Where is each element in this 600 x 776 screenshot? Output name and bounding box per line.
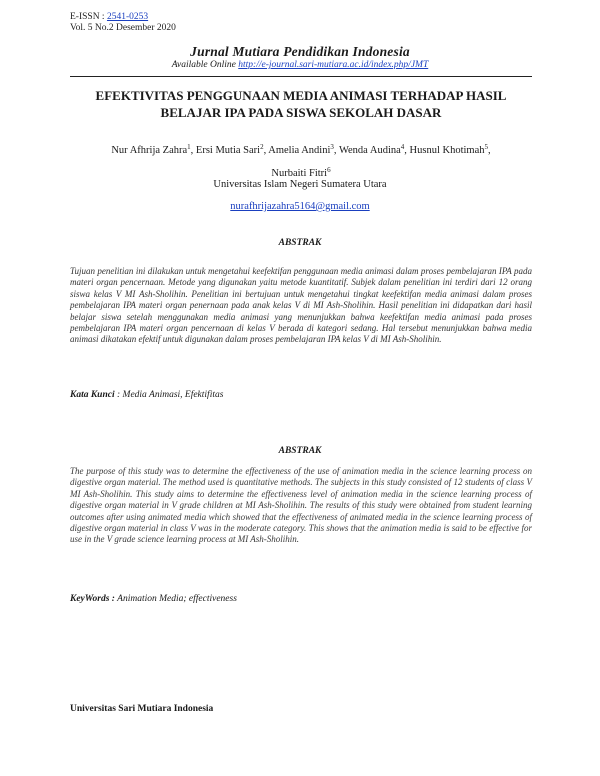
abstract-text-en: The purpose of this study was to determine the effectiveness of the use of animation media in the science learning process on digestive organ material. The method used is quantitative methods. The subjects in this study consisted of 12 students of class V MI Ash-Sholihin. This study aims to determine the effectiveness level of animation media in the science learning process of digestive organ material in V grade children at MI Ash-Sholihin. The results of this study were obtained from student learning outcomes after using animated media which showed that the effectiveness of animated media in the science learning process of digestive organ material in class V was in the moderate category. This shows that the animation media is said to be effective for use in the V grade science learning process at MI Ash-Sholihin. xyxy=(70,466,532,545)
email-link[interactable]: nurafhrijazahra5164@gmail.com xyxy=(230,201,370,212)
author: Husnul Khotimah$^5$ xyxy=(409,143,489,156)
author: Nur Afhrija Zahra$^1$ xyxy=(111,143,191,156)
title-line-1: EFEKTIVITAS PENGGUNAAN MEDIA ANIMASI TERHADAP HASIL xyxy=(95,88,507,103)
abstract-heading-en: ABSTRAK xyxy=(278,446,322,456)
keywords-value: : Media Animasi, Efektifitas xyxy=(114,390,224,400)
journal-name: Jurnal Mutiara Pendidikan Indonesia xyxy=(190,44,410,59)
volume-line: Vol. 5 No.2 Desember 2020 xyxy=(70,23,176,33)
issn-label: E-ISSN : xyxy=(70,12,107,22)
available-label: Available Online xyxy=(171,60,239,70)
keywords-id xyxy=(70,390,223,400)
keywords-en xyxy=(70,594,237,604)
journal-url-link[interactable]: http://e-journal.sari-mutiara.ac.id/index.php/JMT xyxy=(238,60,429,70)
abstract-text-id: Tujuan penelitian ini dilakukan untuk mengetahui keefektifan penggunaan media animasi dalam proses pembelajaran IPA pada materi organ pencernaan. Metode yang digunakan yaitu metode kuantitatif. Subjek dalam penelitian ini terdiri dari 12 orang siswa kelas V MI Ash-Sholihin. Penelitian ini bertujuan untuk mengetahui tingkat keefektifan media animasi dalam proses pembelajaran IPA materi organ penernaan pada anak kelas V di MI Ash-Sholihin. Hasil penelitian ini didapatkan dari hasil belajar siswa setelah menggunakan media animasi yang menunjukkan bahwa keefektifan media animasi pada proses pembelajaran IPA materi organ pencernaan di kelas V berada di kategori sedang. Hal tersebut menunjukkan bahwa media animasi dikatakan efektif untuk digunakan dalam proses pembelajaran IPA kelas V di MI Ash-Sholihin. xyxy=(70,266,532,345)
author: Amelia Andini$^3$ xyxy=(268,143,334,156)
author: Wenda Audina$^4$ xyxy=(338,143,405,156)
available-online xyxy=(0,60,600,70)
paper-title xyxy=(70,87,532,121)
author-list: Nur Afhrija Zahra$^1$, Ersi Mutia Sari$^2$, Amelia Andini$^3$, Wenda Audina$^4$, Husnul Khotimah$^5$, Nurbaiti Fitri$^6$ xyxy=(111,143,491,179)
keywords-label: KeyWords : xyxy=(70,594,115,604)
footer-institution: Universitas Sari Mutiara Indonesia xyxy=(70,704,214,714)
abstract-heading-id: ABSTRAK xyxy=(278,238,322,248)
keywords-label: Kata Kunci xyxy=(70,390,115,400)
author: Nurbaiti Fitri$^6$ xyxy=(271,166,331,179)
author-email[interactable] xyxy=(0,201,600,212)
title-line-2: BELAJAR IPA PADA SISWA SEKOLAH DASAR xyxy=(160,105,442,120)
keywords-value: Animation Media; effectiveness xyxy=(114,594,237,604)
issn-line xyxy=(70,12,148,23)
issn-link[interactable]: 2541-0253 xyxy=(106,12,149,22)
header-divider xyxy=(70,76,532,77)
affiliation: Universitas Islam Negeri Sumatera Utara xyxy=(213,179,387,190)
author: Ersi Mutia Sari$^2$ xyxy=(195,143,264,156)
